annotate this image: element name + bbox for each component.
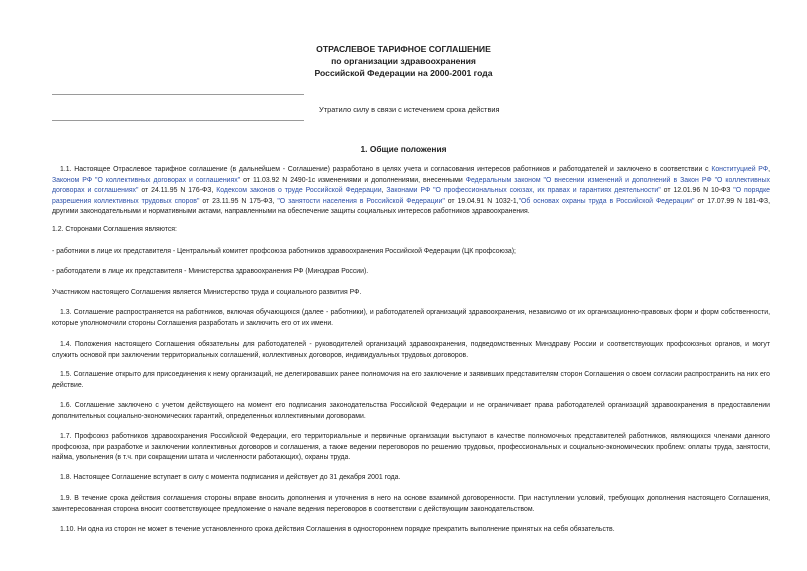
section-title: 1. Общие положения xyxy=(360,144,447,154)
link-law-employment[interactable]: "О занятости населения в Российской Федерации" xyxy=(277,197,445,205)
text-run: , xyxy=(768,166,770,173)
status-note: Утратило силу в связи с истечением срока действия xyxy=(319,105,500,114)
text-run: от 23.11.95 N 175-ФЗ, xyxy=(199,197,278,205)
paragraph-participant: Участником настоящего Соглашения является Министерство труда и социального развития РФ. xyxy=(52,289,362,296)
paragraph-1-9: 1.9. В течение срока действия соглашения стороны вправе вносить дополнения и уточнения в него на основе взаимной договоренности. При наступлении условий, требующих дополнения настоящего Соглашения, заинтересованная сторона вносит соответствующее предложение о начале ведения переговоров в соответствии с действующим законодательством. xyxy=(52,495,770,513)
text-run: , xyxy=(381,187,387,194)
document-title-line-2: по организации здравоохранения xyxy=(331,56,476,66)
paragraph-workers: - работники в лице их представителя - Центральный комитет профсоюза работников здравоохранения Российской Федерации (ЦК профсоюза); xyxy=(52,248,516,255)
text-run: от 17.07.99 N 181-ФЗ, другими законодательными и нормативными актами, направленными на обеспечение защиты социальных интересов работников здравоохранения. xyxy=(52,197,770,215)
text-run: от 19.04.91 N 1032-1, xyxy=(444,197,519,205)
paragraph-employers: - работодатели в лице их представителя - Министерства здравоохранения РФ (Минздрав России). xyxy=(52,268,369,275)
paragraph-1-6: 1.6. Соглашение заключено с учетом действующего на момент его подписания законодательства Российской Федерации и не ограничивает права работодателей организаций здравоохранения в предоставлении дополнительных социально-экономических гарантий, определенных коллективными договорами. xyxy=(52,402,770,420)
link-law-trade-unions[interactable]: Законами РФ "О профессиональных союзах, их правах и гарантиях деятельности" xyxy=(386,187,661,194)
document-title-line-3: Российской Федерации на 2000-2001 года xyxy=(314,68,493,78)
text-run: 1.1. Настоящее Отраслевое тарифное соглашение (в дальнейшем - Соглашение) разработано в целях учета и согласования интересов работников и работодателей и заключено в соответствии с xyxy=(60,166,712,173)
divider-top xyxy=(52,94,304,95)
link-federal-law-amendments[interactable]: Федеральным законом "О внесении изменений и дополнений в Закон РФ "О коллективных договорах и соглашениях" xyxy=(52,176,770,194)
text-run: от 24.11.95 N 176-ФЗ, xyxy=(138,187,217,194)
link-law-collective-agreements[interactable]: Законом РФ "О коллективных договорах и соглашениях" xyxy=(52,176,241,184)
text-run: от 11.03.92 N 2490-1с изменениями и дополнениями, внесенными xyxy=(240,176,466,184)
link-law-labor-protection[interactable]: "Об основах охраны труда в Российской Федерации" xyxy=(518,197,695,205)
paragraph-1-1 xyxy=(52,165,770,218)
link-constitution[interactable]: Конституцией РФ xyxy=(711,166,769,173)
paragraph-1-10: 1.10. Ни одна из сторон не может в течение установленного срока действия Соглашения в одностороннем порядке прекратить выполнение принятых на себя обязательств. xyxy=(60,526,615,533)
link-law-labor-disputes[interactable]: "О порядке разрешения коллективных трудовых споров" xyxy=(52,187,770,205)
paragraph-1-5: 1.5. Соглашение открыто для присоединения к нему организаций, не делегировавших ранее полномочия на его заключение и заявивших представителям сторон Соглашения о своем согласии распространить на них его действие. xyxy=(52,371,770,389)
text-run: от 12.01.96 N 10-ФЗ xyxy=(660,187,734,194)
paragraph-1-3: 1.3. Соглашение распространяется на работников, включая обучающихся (далее - работники), и работодателей организаций здравоохранения, независимо от их организационно-правовых форм и форм собственности, которые уполномочили стороны Соглашения разработать и заключить его от их имени. xyxy=(52,309,770,327)
document-title-line-1: ОТРАСЛЕВОЕ ТАРИФНОЕ СОГЛАШЕНИЕ xyxy=(316,44,491,54)
paragraph-1-8: 1.8. Настоящее Соглашение вступает в силу с момента подписания и действует до 31 декабря 2001 года. xyxy=(60,474,401,481)
paragraph-1-4: 1.4. Положения настоящего Соглашения обязательны для работодателей - руководителей организаций здравоохранения, подведомственных Минздраву России и соответствующих профсоюзных органов, и могут служить основой при заключении территориальных соглашений, коллективных договоров, индивидуальных трудовых договоров. xyxy=(52,341,770,359)
paragraph-1-7: 1.7. Профсоюз работников здравоохранения Российской Федерации, его территориальные и первичные организации выступают в качестве полномочных представителей работников, являющихся членами данного профсоюза, при разработке и заключении коллективных договоров и соглашения, а также ведении переговоров по решению трудовых, профессиональных и социально-экономических проблем: оплаты труда, занятости, найма, увольнения (в т.ч. при сокращении штата и численности работающих), охраны труда. xyxy=(52,433,770,461)
link-labor-code[interactable]: Кодексом законов о труде Российской Федерации xyxy=(216,187,382,194)
divider-bottom xyxy=(52,120,304,121)
paragraph-1-2: 1.2. Сторонами Соглашения являются: xyxy=(52,226,177,233)
